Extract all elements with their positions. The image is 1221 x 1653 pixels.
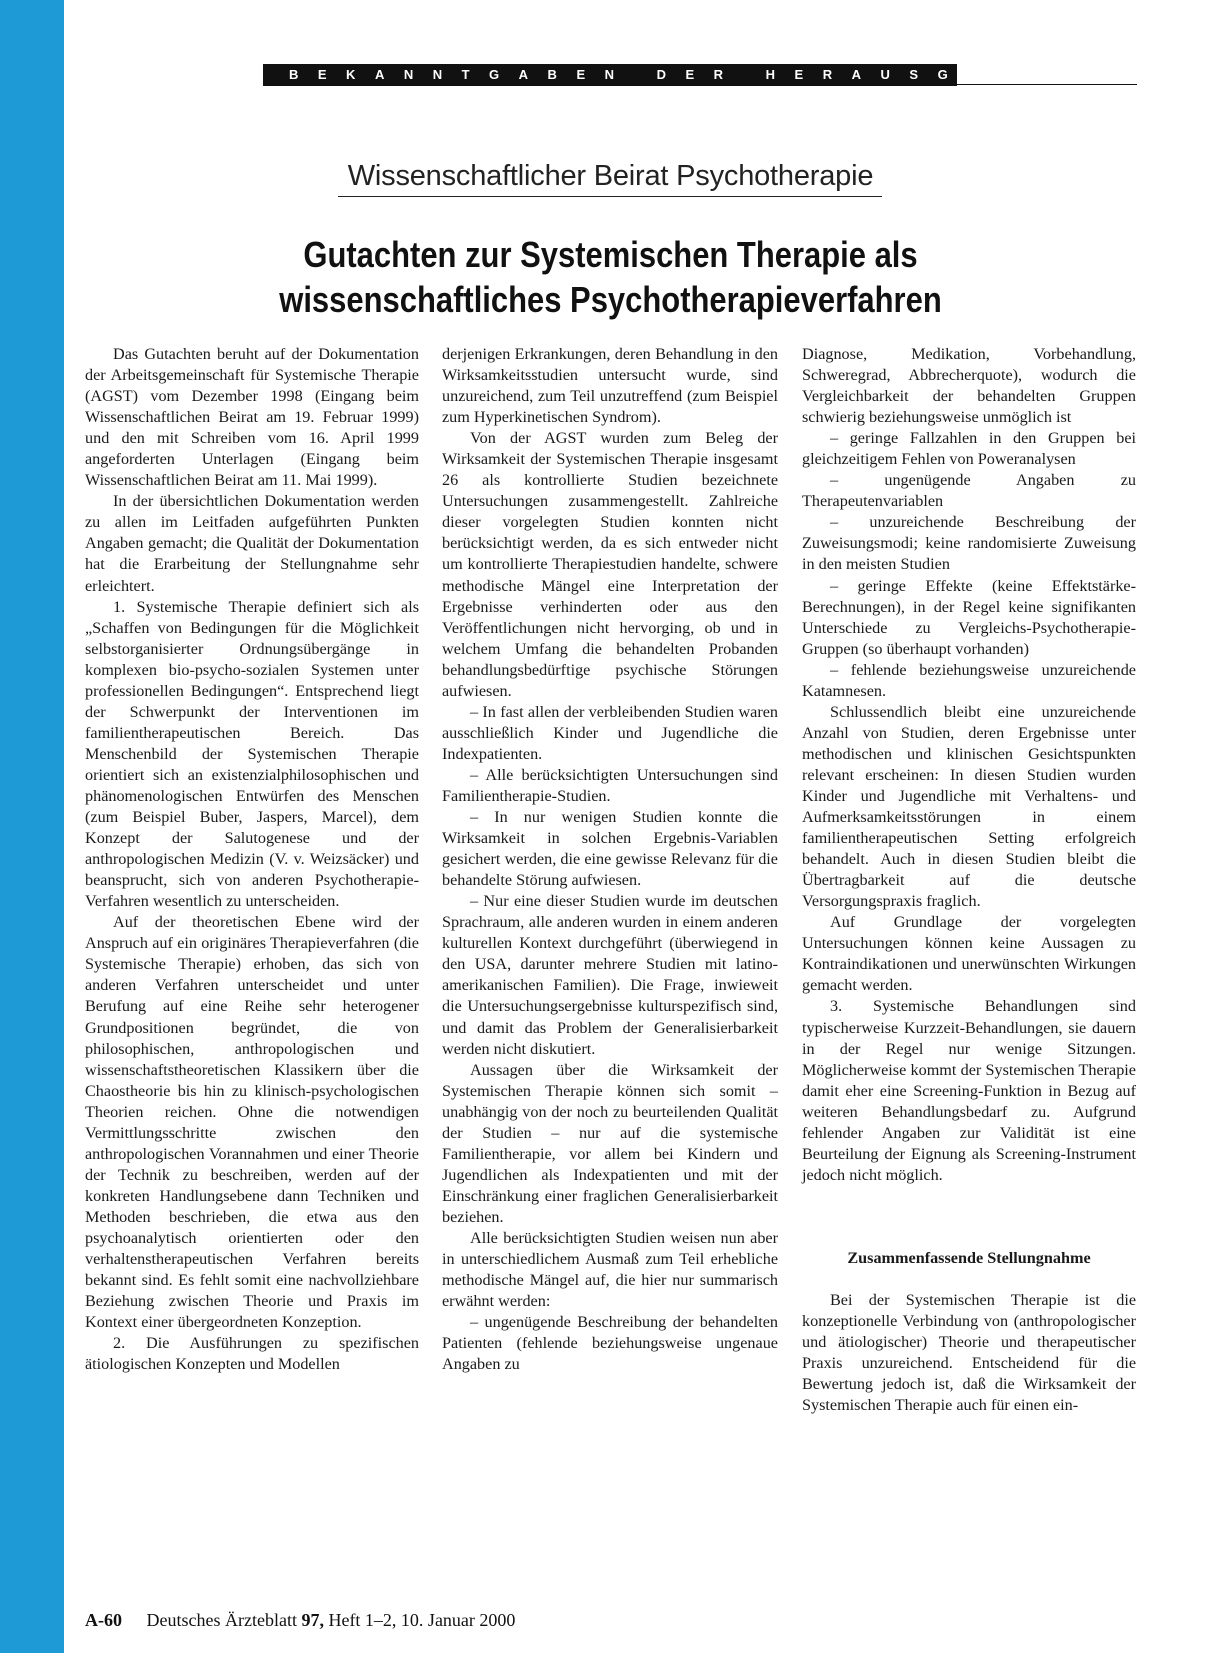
header-rule <box>957 84 1137 85</box>
list-item: – Nur eine dieser Studien wurde im deutschen Sprachraum, alle anderen wurden in einem anderen kulturellen Kontext durchgeführt (überwiegend in den USA, darunter mehrere Studien mit latino-amerikanischen Familien). Die Frage, inwieweit die Untersuchungsergebnisse kulturspezifisch sind, und damit das Problem der Generalisierbarkeit werden nicht diskutiert. <box>442 892 778 1058</box>
list-item: – geringe Effekte (keine Effektstärke-Berechnungen), in der Regel keine signifikanten Unterschiede zu Vergleichs-Psychotherapie-Gruppen (so überhaupt vorhanden) <box>802 576 1136 658</box>
paragraph: Bei der Systemischen Therapie ist die konzeptionelle Verbindung von (anthropologischer und ätiologischer) Theorie und therapeutischer Praxis unzureichend. Entscheidend für die Bewertung jedoch ist, daß die Wirksamkeit der Systemischen Therapie auch für einen ein- <box>802 1290 1136 1415</box>
paragraph: Diagnose, Medikation, Vorbehandlung, Schweregrad, Abbrecherquote), wodurch die Vergleichbarkeit der behandelten Gruppen schwierig beziehungsweise unmöglich ist <box>802 345 1136 427</box>
paragraph: derjenigen Erkrankungen, deren Behandlung in den Wirksamkeitsstudien untersucht wurde, sind unzureichend, zum Teil unzutreffend (zum Beispiel zum Hyperkinetischen Syndrom). <box>442 345 778 427</box>
paragraph: 1. Systemische Therapie definiert sich als „Schaffen von Bedingungen für die Möglichkeit selbstorganisierter Ordnungsübergänge in komplexen bio-psycho-sozialen Systemen unter professionellen Bedingungen“. Entsprechend liegt der Schwerpunkt der Interventionen im familientherapeutischen Bereich. Das Menschenbild der Systemischen Therapie orientiert sich an existenzialphilosophischen und phänomenologischen Entwürfen des Menschen (zum Beispiel Buber, Jaspers, Marcel), dem Konzept der Salutogenese und der anthropologischen Medizin (V. v. Weizsäcker) und beansprucht, sich von anderen Psychotherapie-Verfahren wesentlich zu unterscheiden. <box>85 597 419 911</box>
journal-volume: 97, <box>301 1610 324 1630</box>
list-item: – unzureichende Beschreibung der Zuweisungsmodi; keine randomisierte Zuweisung in den meisten Studien <box>802 513 1136 574</box>
page-number: A-60 <box>85 1610 122 1630</box>
paragraph: Auf Grundlage der vorgelegten Untersuchungen können keine Aussagen zu Kontraindikationen und unerwünschten Wirkungen gemacht werden. <box>802 913 1136 995</box>
text-column-3 <box>802 344 1136 1416</box>
article-kicker: Wissenschaftlicher Beirat Psychotherapie <box>347 160 874 192</box>
section-heading: Zusammenfassende Stellungnahme <box>847 1248 1091 1267</box>
paragraph: Auf der theoretischen Ebene wird der Anspruch auf ein originäres Therapieverfahren (die Systemische Therapie) erhoben, das sich von anderen Verfahren unterscheidet und unter Berufung auf eine Reihe sehr heterogener Grundpositionen begründet, die von philosophischen, anthropologischen und wissenschaftstheoretischen Klassikern über die Chaostheorie bis hin zu klinisch-psychologischen Theorien reichen. Ohne die notwendigen Vermittlungsschritte zwischen den anthropologischen Vorannahmen und einer Theorie der Technik zu beschreiben, werden auf der konkreten Handlungsebene dann Techniken und Methoden beschrieben, die etwa aus den psychoanalytisch orientierten oder den verhaltenstherapeutischen Verfahren bereits bekannt sind. Es fehlt somit eine nachvollziehbare Beziehung zwischen Theorie und Praxis im Kontext einer übergeordneten Konzeption. <box>85 913 419 1332</box>
title-line-1: Gutachten zur Systemischen Therapie als <box>303 234 918 275</box>
list-item: – Alle berücksichtigten Untersuchungen sind Familientherapie-Studien. <box>442 765 778 805</box>
list-item: – ungenügende Beschreibung der behandelten Patienten (fehlende beziehungsweise ungenaue Angaben zu <box>442 1313 778 1374</box>
paragraph: Von der AGST wurden zum Beleg der Wirksamkeit der Systemischen Therapie insgesamt 26 als kontrollierte Studien bezeichnete Untersuchungen zusammengestellt. Zahlreiche dieser vorgelegten Studien konnten nicht berücksichtigt werden, da es sich entweder nicht um kontrollierte Therapiestudien handelte, schwere methodische Mängel eine Interpretation der Ergebnisse verhinderten oder aus den Veröffentlichungen nicht hervorging, ob und in welchem Umfang die behandelten Probanden behandlungsbedürftige psychische Störungen aufwiesen. <box>442 429 778 700</box>
kicker-rule <box>338 196 882 197</box>
paragraph: In der übersichtlichen Dokumentation werden zu allen im Leitfaden aufgeführten Punkten Angaben gemacht; die Qualität der Dokumentation hat die Erarbeitung der Stellungnahme sehr erleichtert. <box>85 492 419 595</box>
paragraph: Alle berücksichtigten Studien weisen nun aber in unterschiedlichem Ausmaß zum Teil erhebliche methodische Mängel auf, die hier nur summarisch erwähnt werden: <box>442 1228 778 1311</box>
side-color-bar <box>0 0 64 1653</box>
paragraph: Das Gutachten beruht auf der Dokumentation der Arbeitsgemeinschaft für Systemische Therapie (AGST) vom Dezember 1998 (Eingang beim Wissenschaftlichen Beirat am 19. Februar 1999) und den mit Schreiben vom 16. April 1999 angeforderten Unterlagen (Eingang beim Wissenschaftlichen Beirat am 11. Mai 1999). <box>85 345 419 490</box>
list-item: – fehlende beziehungsweise unzureichende Katamnesen. <box>802 660 1136 700</box>
section-header-band: BEKANNTGABEN DER HERAUSGEBER <box>263 64 957 86</box>
page-footer <box>85 1609 515 1631</box>
paragraph: 2. Die Ausführungen zu spezifischen ätiologischen Konzepten und Modellen <box>85 1334 419 1374</box>
list-item: – geringe Fallzahlen in den Gruppen bei gleichzeitigem Fehlen von Poweranalysen <box>802 429 1136 469</box>
article-title <box>214 232 1006 322</box>
text-column-1 <box>85 344 419 1375</box>
journal-issue: Heft 1–2, 10. Januar 2000 <box>328 1610 516 1630</box>
paragraph: 3. Systemische Behandlungen sind typischerweise Kurzzeit-Behandlungen, sie dauern in der Regel nur wenige Sitzungen. Möglicherweise kommt der Systemischen Therapie damit eher eine Screening-Funktion in Bezug auf weiteren Behandlungsbedarf zu. Aufgrund fehlender Angaben zur Validität ist eine Beurteilung der Eignung als Screening-Instrument jedoch nicht möglich. <box>802 997 1136 1184</box>
list-item: – In nur wenigen Studien konnte die Wirksamkeit in solchen Ergebnis-Variablen gesichert werden, die eine gewisse Relevanz für die behandelte Störung aufwiesen. <box>442 808 778 890</box>
journal-name: Deutsches Ärzteblatt <box>146 1610 297 1630</box>
list-item: – In fast allen der verbleibenden Studien waren ausschließlich Kinder und Jugendliche die Indexpatienten. <box>442 702 778 763</box>
text-column-2 <box>442 344 778 1375</box>
title-line-2: wissenschaftliches Psychotherapieverfahren <box>279 279 942 320</box>
paragraph: Aussagen über die Wirksamkeit der Systemischen Therapie können sich somit – unabhängig von der noch zu beurteilenden Qualität der Studien – nur auf die systemische Familientherapie, vor allem bei Kindern und Jugendlichen als Indexpatienten und mit der Einschränkung einer fraglichen Generalisierbarkeit beziehen. <box>442 1060 778 1226</box>
paragraph: Schlussendlich bleibt eine unzureichende Anzahl von Studien, deren Ergebnisse unter methodischen und klinischen Gesichtspunkten relevant erscheinen: In diesen Studien wurden Kinder und Jugendliche mit Verhaltens- und Aufmerksamkeitsstörungen in einem familientherapeutischen Setting erfolgreich behandelt. Auch in diesen Studien bleibt die Übertragbarkeit auf die deutsche Versorgungspraxis fraglich. <box>802 702 1136 911</box>
list-item: – ungenügende Angaben zu Therapeutenvariablen <box>802 471 1136 511</box>
